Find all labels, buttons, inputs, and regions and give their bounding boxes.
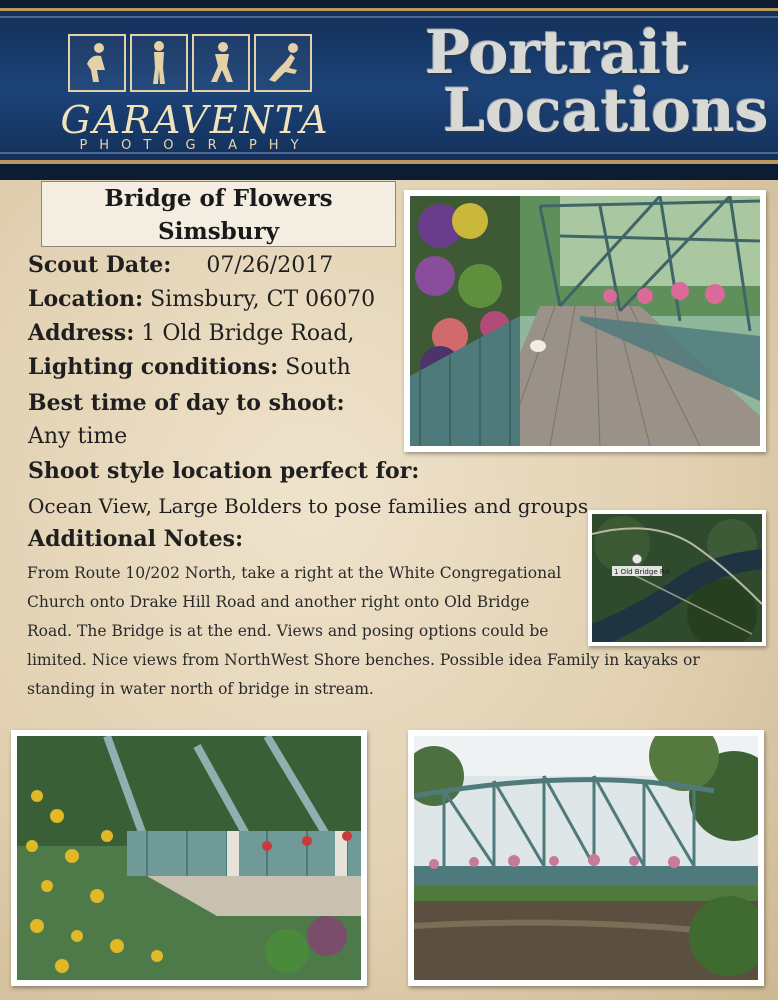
notes-row: [28, 526, 243, 552]
notes-line: limited. Nice views from NorthWest Shore benches. Possible idea Family in kayaks or: [27, 651, 700, 669]
best-time-value: Any time: [28, 424, 128, 449]
crouching-figure-icon: [68, 34, 126, 92]
logo-figures: [68, 34, 312, 92]
flower-garden-photo: [11, 730, 367, 986]
satellite-map[interactable]: [588, 510, 766, 646]
lighting-row: [28, 354, 351, 380]
best-time-label: Best time of day to shoot:: [28, 390, 345, 416]
standing-figure-icon: [130, 34, 188, 92]
bridge-river-photo: [408, 730, 764, 986]
notes-line: From Route 10/202 North, take a right at the White Congregational: [27, 564, 562, 582]
scout-date-value: 07/26/2017: [206, 253, 334, 278]
brand-subtitle: PHOTOGRAPHY: [79, 138, 311, 153]
header-banner: [0, 0, 778, 180]
notes-line: Road. The Bridge is at the end. Views and posing options could be: [27, 622, 549, 640]
best-time-row: [28, 390, 345, 416]
lighting-label: Lighting conditions:: [28, 354, 279, 380]
map-pin-label: 1 Old Bridge Rd: [614, 568, 670, 576]
page-title: [425, 18, 769, 146]
bridge-deck-photo: [404, 190, 766, 452]
map-pin-icon: [632, 554, 642, 564]
notes-line: standing in water north of bridge in stream.: [27, 680, 374, 698]
location-town: Simsbury: [158, 218, 279, 245]
scout-date-row: [28, 252, 333, 278]
location-row: [28, 286, 375, 312]
leaping-figure-icon: [254, 34, 312, 92]
location-value: Simsbury, CT 06070: [150, 287, 376, 312]
scout-date-label: Scout Date:: [28, 252, 172, 278]
shoot-style-value: Ocean View, Large Bolders to pose families and groups: [28, 494, 589, 518]
location-name: Bridge of Flowers: [104, 185, 333, 212]
notes-line: Church onto Drake Hill Road and another right onto Old Bridge: [27, 593, 530, 611]
address-row: [28, 320, 354, 346]
lighting-value: South: [285, 355, 351, 380]
brand-name: GARAVENTA: [60, 98, 330, 142]
lunging-figure-icon: [192, 34, 250, 92]
notes-label: Additional Notes:: [28, 526, 244, 552]
address-label: Address:: [28, 320, 135, 346]
location-name-box: [41, 181, 396, 247]
shoot-style-row: [28, 458, 419, 484]
location-label: Location:: [28, 286, 144, 312]
address-value: 1 Old Bridge Road,: [141, 321, 355, 346]
title-line-2: Locations: [443, 76, 769, 146]
title-line-1: Portrait: [425, 18, 689, 88]
shoot-style-label: Shoot style location perfect for:: [28, 458, 420, 484]
